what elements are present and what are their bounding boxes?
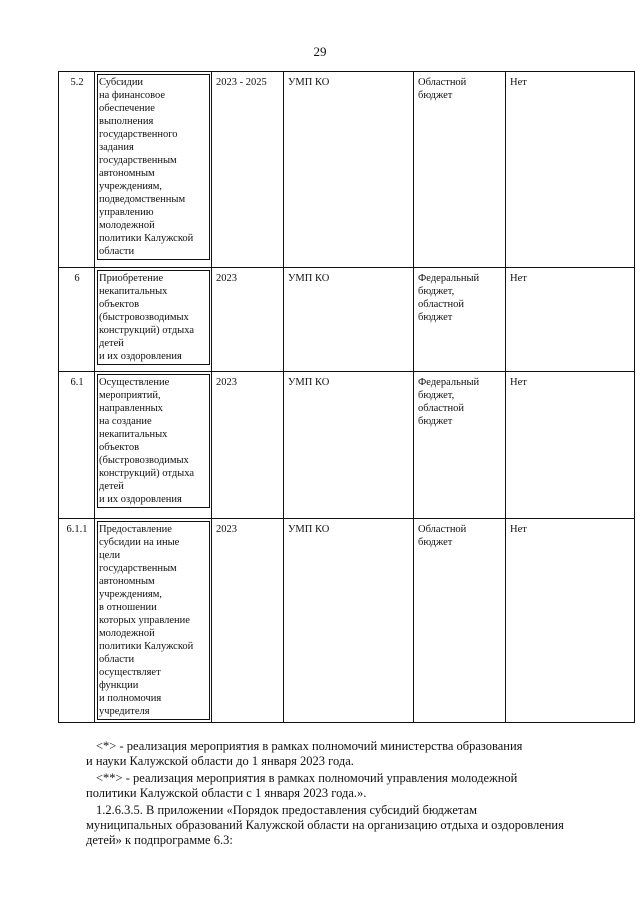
row-flag: Нет <box>506 372 635 519</box>
table-row <box>59 268 635 372</box>
row-years: 2023 - 2025 <box>212 72 284 268</box>
table-row <box>59 519 635 723</box>
paragraph-line: 1.2.6.3.5. В приложении «Порядок предоставления субсидий бюджетам <box>96 803 477 817</box>
row-flag: Нет <box>506 72 635 268</box>
table-row <box>59 72 635 268</box>
paragraph-line: муниципальных образований Калужской области на организацию отдыха и оздоровления <box>86 818 564 832</box>
row-number: 5.2 <box>59 72 95 268</box>
page-number: 29 <box>313 44 327 59</box>
row-number: 6.1.1 <box>59 519 95 723</box>
row-years: 2023 <box>212 372 284 519</box>
paragraph-line: детей» к подпрограмме 6.3: <box>86 833 233 847</box>
footnote-line: <**> - реализация мероприятия в рамках полномочий управления молодежной <box>96 771 518 785</box>
table-row <box>59 372 635 519</box>
row-description: Предоставление субсидии на иные цели государственным автономным учреждениям, в отношении которых управление молодежной политики Калужской области осуществляет функции и полномочия учредителя <box>95 519 212 723</box>
row-executor: УМП КО <box>284 268 414 372</box>
row-funding-source: Федеральный бюджет, областной бюджет <box>414 372 506 519</box>
footnote-line: политики Калужской области с 1 января 2023 года.». <box>86 786 367 800</box>
row-flag: Нет <box>506 268 635 372</box>
row-description: Осуществление мероприятий, направленных на создание некапитальных объектов (быстровозводимых конструкций) отдыха детей и их оздоровления <box>95 372 212 519</box>
row-number: 6 <box>59 268 95 372</box>
row-funding-source: Федеральный бюджет, областной бюджет <box>414 268 506 372</box>
row-description: Субсидии на финансовое обеспечение выполнения государственного задания государственным автономным учреждениям, подведомственным управлению молодежной политики Калужской области <box>95 72 212 268</box>
footnote-youth-policy <box>86 771 632 801</box>
row-description: Приобретение некапитальных объектов (быстровозводимых конструкций) отдыха детей и их оздоровления <box>95 268 212 372</box>
row-number: 6.1 <box>59 372 95 519</box>
amendment-paragraph <box>86 803 632 848</box>
row-years: 2023 <box>212 519 284 723</box>
row-years: 2023 <box>212 268 284 372</box>
row-funding-source: Областной бюджет <box>414 72 506 268</box>
footnote-line: <*> - реализация мероприятия в рамках полномочий министерства образования <box>96 739 523 753</box>
row-flag: Нет <box>506 519 635 723</box>
footnote-ministry <box>86 739 632 769</box>
row-funding-source: Областной бюджет <box>414 519 506 723</box>
measures-table <box>58 71 635 723</box>
row-executor: УМП КО <box>284 72 414 268</box>
row-executor: УМП КО <box>284 372 414 519</box>
row-executor: УМП КО <box>284 519 414 723</box>
footnote-line: и науки Калужской области до 1 января 2023 года. <box>86 754 354 768</box>
